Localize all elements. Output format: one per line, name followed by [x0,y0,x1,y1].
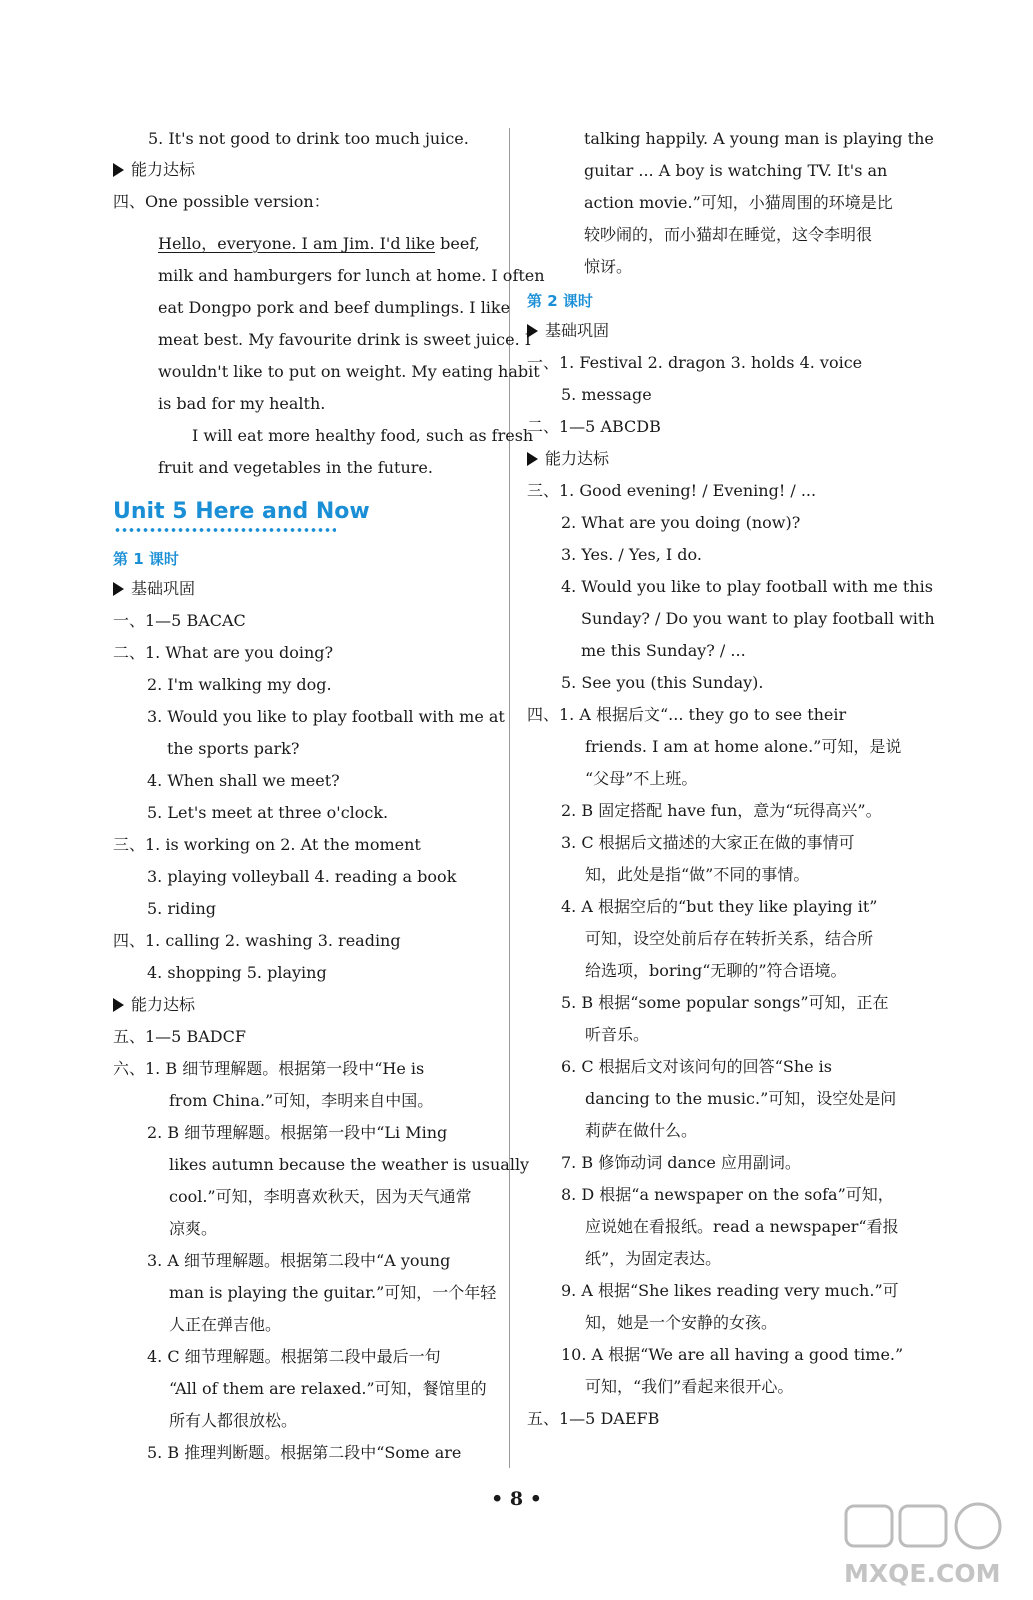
answer-line: 听音乐。 [585,1025,650,1044]
answer-line: eat Dongpo pork and beef dumplings. I like [158,298,511,317]
answer-line: 所有人都很放松。 [169,1411,298,1430]
answer-line: cool.”可知，李明喜欢秋天，因为天气通常 [169,1187,472,1206]
answer-line: 惊讶。 [584,257,633,276]
answer-line: 给选项，boring“无聊的”符合语境。 [585,961,847,980]
answer-line: 4. When shall we meet? [147,771,340,790]
answer-line: 四、1. calling 2. washing 3. reading [113,931,401,950]
answer-line: 较吵闹的，而小猫却在睡觉，这令李明很 [584,225,873,244]
answer-line: “All of them are relaxed.”可知，餐馆里的 [169,1379,487,1398]
answer-line: from China.”可知，李明来自中国。 [169,1091,434,1110]
answer-line: milk and hamburgers for lunch at home. I often [158,266,545,285]
answer-line: 四、One possible version： [113,192,330,211]
answer-line: 5. It's not good to drink too much juice. [148,129,469,148]
answer-line: 五、1—5 BADCF [113,1027,246,1046]
answer-line: 5. B 根据“some popular songs”可知，正在 [561,993,889,1012]
watermark-logo [840,1500,1010,1590]
section-heading-text: 基础巩固 [545,321,610,340]
answer-line: me this Sunday? / ... [581,641,746,660]
answer-line: 应说她在看报纸。read a newspaper“看报 [585,1217,899,1236]
answer-line: 10. A 根据“We are all having a good time.” [561,1345,904,1364]
answer-line: 4. A 根据空后的“but they like playing it” [561,897,878,916]
triangle-bullet-icon [527,452,538,466]
section-heading-text: 基础巩固 [131,579,196,598]
answer-text: beef, [435,234,480,253]
answer-line: 纸”，为固定表达。 [585,1249,722,1268]
answer-line: 8. D 根据“a newspaper on the sofa”可知， [561,1185,894,1204]
answer-line: guitar ... A boy is watching TV. It's an [584,161,888,180]
answer-line: 凉爽。 [169,1219,218,1238]
answer-line: 知，此处是指“做”不同的事情。 [585,865,810,884]
answer-line: 5. riding [147,899,217,918]
answer-line: 二、1. What are you doing? [113,643,334,662]
answer-line: 9. A 根据“She likes reading very much.”可 [561,1281,899,1300]
answer-line: 5. message [561,385,652,404]
answer-line: 可知，“我们”看起来很开心。 [585,1377,794,1396]
answer-line: man is playing the guitar.”可知，一个年轻 [169,1283,497,1302]
answer-line: 人正在弹吉他。 [169,1315,282,1334]
answer-line: dancing to the music.”可知，设空处是问 [585,1089,897,1108]
answer-line: 2. I'm walking my dog. [147,675,332,694]
answer-line: 5. B 推理判断题。根据第二段中“Some are [147,1443,462,1462]
answer-line: 7. B 修饰动词 dance 应用副词。 [561,1153,801,1172]
answer-line: Sunday? / Do you want to play football with [581,609,935,628]
answer-line: 五、1—5 DAEFB [527,1409,660,1428]
section-heading [113,995,195,1015]
triangle-bullet-icon [527,324,538,338]
answer-line: 一、1—5 BACAC [113,611,246,630]
lesson-1-heading: 第 1 课时 [113,550,179,568]
triangle-bullet-icon [113,163,124,177]
section-heading-text: 能力达标 [131,995,196,1014]
section-heading [113,160,195,180]
answer-line: I will eat more healthy food, such as fresh [192,426,534,445]
answer-line: 4. C 细节理解题。根据第二段中最后一句 [147,1347,441,1366]
answer-line: 5. See you (this Sunday). [561,673,764,692]
triangle-bullet-icon [113,582,124,596]
answer-line: the sports park? [167,739,300,758]
answer-line: 4. shopping 5. playing [147,963,327,982]
answer-line: friends. I am at home alone.”可知，是说 [585,737,902,756]
answer-line: 3. Yes. / Yes, I do. [561,545,702,564]
answer-line: talking happily. A young man is playing the [584,129,934,148]
section-heading [527,449,609,469]
unit-title-dotted-rule [114,528,336,532]
answer-line: 可知，设空处前后存在转折关系，结合所 [585,929,874,948]
unit-title: Unit 5 Here and Now [113,499,370,524]
triangle-bullet-icon [113,998,124,1012]
lesson-2-heading: 第 2 课时 [527,292,593,310]
answer-line: 2. B 固定搭配 have fun，意为“玩得高兴”。 [561,801,882,820]
answer-line: 5. Let's meet at three o'clock. [147,803,389,822]
section-heading [527,321,609,341]
answer-line: 三、1. is working on 2. At the moment [113,835,421,854]
page-number: • 8 • [491,1488,542,1510]
answer-line: “父母”不上班。 [585,769,698,788]
answer-line: 三、1. Good evening! / Evening! / ... [527,481,817,500]
underlined-text: Hello，everyone. I am Jim. I'd like [158,234,436,253]
answer-line: 3. Would you like to play football with me at [147,707,505,726]
section-heading-text: 能力达标 [131,160,196,179]
answer-line: 莉萨在做什么。 [585,1121,698,1140]
answer-line: 3. C 根据后文描述的大家正在做的事情可 [561,833,855,852]
answer-line: 6. C 根据后文对该问句的回答“She is [561,1057,833,1076]
section-heading-text: 能力达标 [545,449,610,468]
answer-line: action movie.”可知，小猫周围的环境是比 [584,193,893,212]
answer-line: fruit and vegetables in the future. [158,458,433,477]
answer-line: wouldn't like to put on weight. My eating habit [158,362,540,381]
answer-line: is bad for my health. [158,394,326,413]
answer-line: 四、1. A 根据后文“... they go to see their [527,705,847,724]
answer-line: 二、1—5 ABCDB [527,417,661,436]
section-heading [113,579,195,599]
answer-line: 知，她是一个安静的女孩。 [585,1313,778,1332]
answer-line: 六、1. B 细节理解题。根据第一段中“He is [113,1059,425,1078]
column-divider [509,128,510,1468]
answer-line: 一、1. Festival 2. dragon 3. holds 4. voice [527,353,863,372]
answer-line: 3. A 细节理解题。根据第二段中“A young [147,1251,451,1270]
answer-line: 2. B 细节理解题。根据第一段中“Li Ming [147,1123,448,1142]
answer-line: 4. Would you like to play football with me this [561,577,933,596]
answer-line: likes autumn because the weather is usually [169,1155,530,1174]
answer-line [158,234,480,254]
svg-text:MXQE.COM: MXQE.COM [844,1559,1001,1588]
answer-line: 2. What are you doing (now)? [561,513,801,532]
answer-line: meat best. My favourite drink is sweet juice. I [158,330,532,349]
answer-line: 3. playing volleyball 4. reading a book [147,867,457,886]
